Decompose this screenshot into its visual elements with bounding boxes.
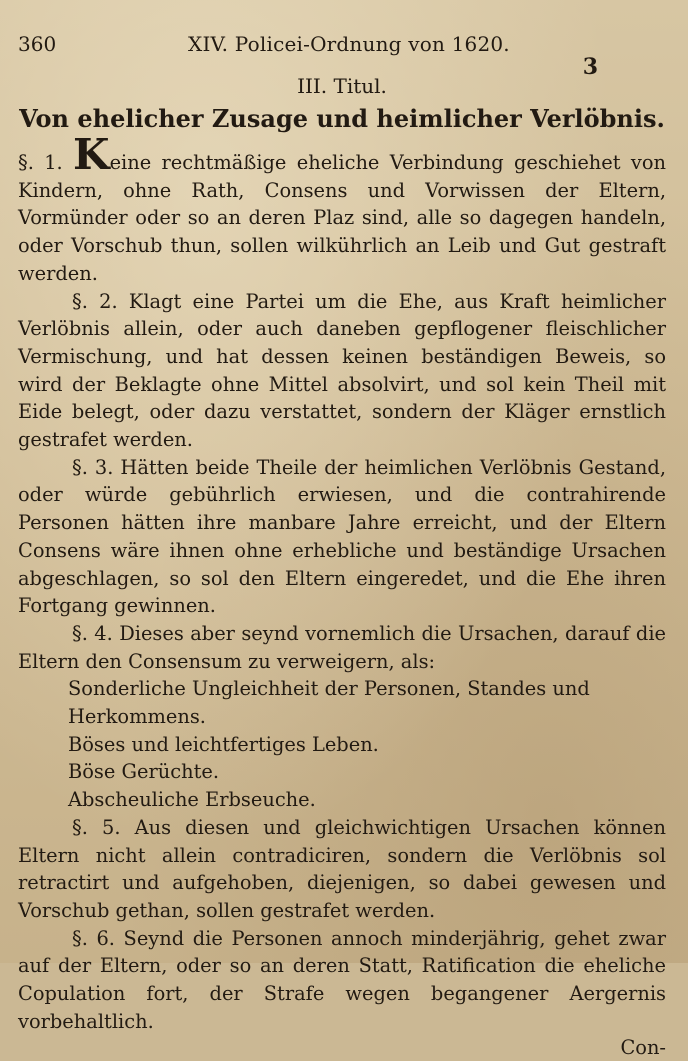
running-head: XIV. Policei-Ordnung von 1620. xyxy=(188,32,510,56)
paragraph-1 xyxy=(18,130,667,288)
list-item: Sonderliche Ungleichheit der Personen, Standes und Herkommens. xyxy=(68,677,590,729)
list-item: Böse Gerüchte. xyxy=(68,760,220,784)
list-item: Böses und leichtfertiges Leben. xyxy=(68,732,379,756)
paragraph-2: §. 2. Klagt eine Partei um die Ehe, aus Kraft heimlicher Verlöbnis allein, oder auch daneben gepflogener fleischlicher Vermischung, und hat dessen keinen beständigen Beweis, so wird der Beklagte ohne Mittel absolvirt, und sol kein Theil mit Eide belegt, oder dazu verstattet, sondern der Kläger ernstlich gestrafet werden. xyxy=(18,289,666,452)
section-title: III. Titul. xyxy=(297,74,387,98)
paragraph-6: §. 6. Seynd die Personen annoch minderjährig, gehet zwar auf der Eltern, oder so an deren Statt, Ratification die eheliche Copulation fort, der Strafe wegen begangener Aergernis vorbehaltlich. xyxy=(18,926,666,1033)
paragraph-4: §. 4. Dieses aber seynd vornemlich die Ursachen, darauf die Eltern den Consensum zu verweigern, als: xyxy=(18,621,666,673)
chapter-heading: Von ehelicher Zusage und heimlicher Verlöbnis. xyxy=(19,104,665,133)
paragraph-3: §. 3. Hätten beide Theile der heimlichen Verlöbnis Gestand, oder würde gebührlich erwiesen, und die contrahirende Personen hätten ihre manbare Jahre erreicht, und der Eltern Consens wäre ihnen ohne erhebliche und beständige Ursachen abgeschlagen, so sol den Eltern eingeredet, und die Ehe ihren Fortgang gewinnen. xyxy=(18,455,666,618)
page-number: 360 xyxy=(18,32,57,56)
paragraph-1-number: §. 1. xyxy=(18,151,63,174)
catchword: Con- xyxy=(620,1035,666,1059)
list-item: Abscheuliche Erbseuche. xyxy=(68,788,316,812)
page-header xyxy=(18,30,666,80)
paragraph-1-text: eine rechtmäßige eheliche Verbindung geschiehet von Kindern, ohne Rath, Consens und Vorwissen der Eltern, Vormünder oder so an deren Plaz sind, alle so dagegen handeln, oder Vorschub thun, sollen wilkührlich an Leib und Gut gestraft werden. xyxy=(18,151,667,285)
printer-mark: 3 xyxy=(582,54,598,80)
body-text xyxy=(18,130,667,1061)
paragraph-5: §. 5. Aus diesen und gleichwichtigen Ursachen können Eltern nicht allein contradiciren, sondern die Verlöbnis sol retractirt und aufgehoben, diejenigen, so dabei gewesen und Vorschub gethan, sollen gestrafet werden. xyxy=(18,815,666,922)
reasons-list xyxy=(18,675,666,814)
drop-cap: K xyxy=(73,130,110,179)
